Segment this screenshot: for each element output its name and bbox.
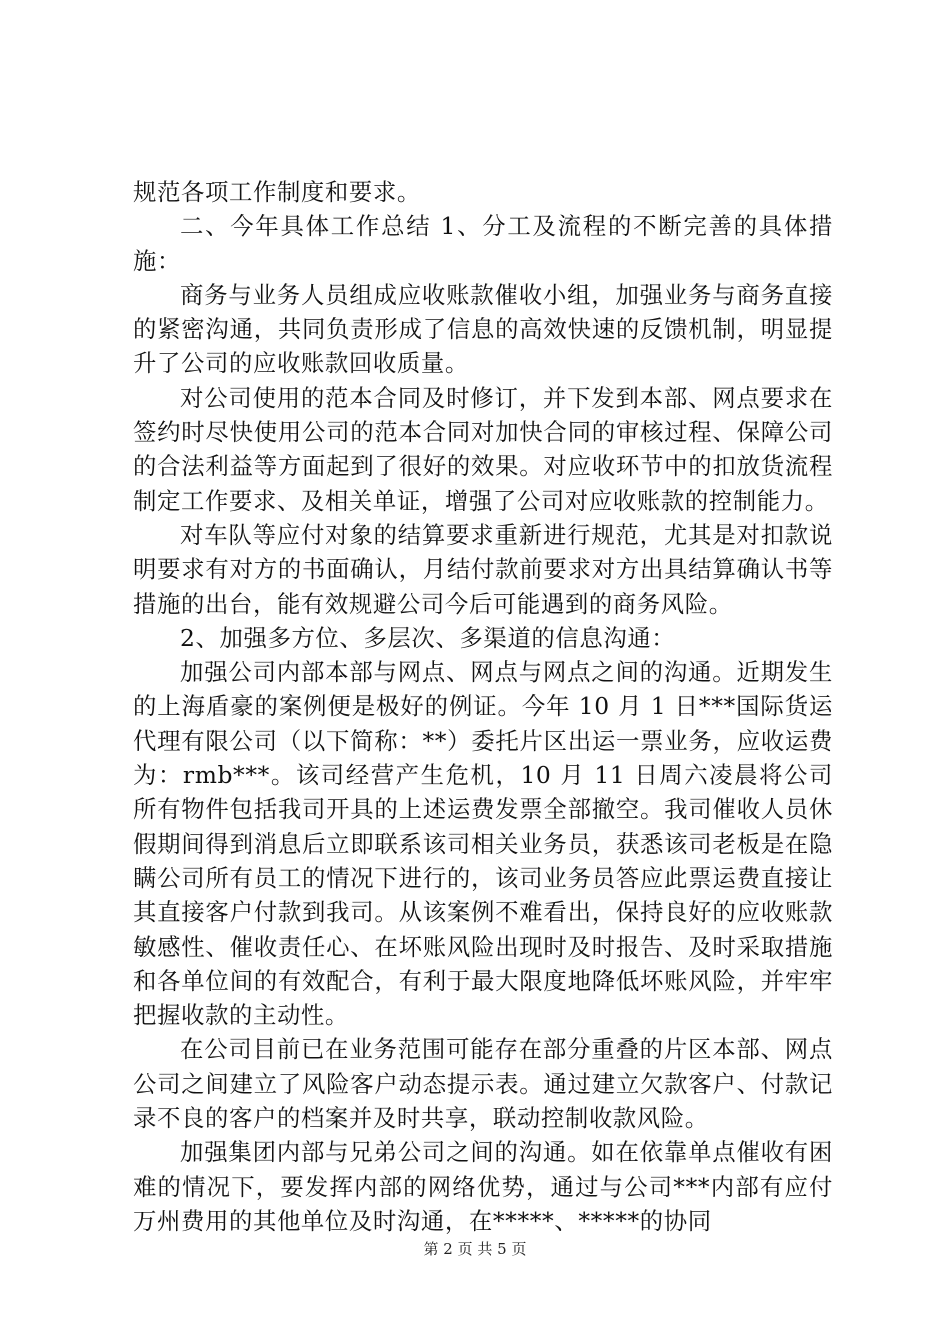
page-footer: [0, 1239, 950, 1259]
paragraph-continuation: 规范各项工作制度和要求。: [133, 178, 421, 206]
paragraph-collection-team: 商务与业务人员组成应收账款催收小组，加强业务与商务直接的紧密沟通，共同负责形成了信息的高效快速的反馈机制，明显提升了公司的应收账款回收质量。: [133, 280, 833, 378]
paragraph-risk-client-table: 在公司目前已在业务范围可能存在部分重叠的片区本部、网点公司之间建立了风险客户动态提示表。通过建立欠款客户、付款记录不良的客户的档案并及时共享，联动控制收款风险。: [133, 1035, 833, 1133]
section-heading-work-summary: 二、今年具体工作总结 1、分工及流程的不断完善的具体措施：: [133, 212, 833, 275]
paragraph-case-study: 加强公司内部本部与网点、网点与网点之间的沟通。近期发生的上海盾豪的案例便是极好的例证。今年 10 月 1 日***国际货运代理有限公司（以下简称：**）委托片区出运一票业务，应收运费为：rmb***。该司经营产生危机，10 月 11 日周六凌晨将公司所有物件包括我司开具的上述运费发票全部撤空。我司催收人员休假期间得到消息后立即联系该司相关业务员，获悉该司老板是在隐瞒公司所有员工的情况下进行的，该司业务员答应此票运费直接让其直接客户付款到我司。从该案例不难看出，保持良好的应收账款敏感性、催收责任心、在坏账风险出现时及时报告、及时采取措施和各单位间的有效配合，有利于最大限度地降低坏账风险，并牢牢把握收款的主动性。: [133, 658, 833, 1030]
section-heading-communication: 2、加强多方位、多层次、多渠道的信息沟通：: [180, 623, 676, 652]
paragraph-fleet-settlement: 对车队等应付对象的结算要求重新进行规范，尤其是对扣款说明要求有对方的书面确认，月结付款前要求对方出具结算确认书等措施的出台，能有效规避公司今后可能遇到的商务风险。: [133, 520, 833, 618]
page-number-label: 第 2 页 共 5 页: [423, 1240, 527, 1258]
document-body: [133, 175, 833, 1238]
paragraph-group-communication: 加强集团内部与兄弟公司之间的沟通。如在依靠单点催收有困难的情况下，要发挥内部的网络优势，通过与公司***内部有应付万州费用的其他单位及时沟通，在*****、*****的协同: [133, 1138, 833, 1235]
paragraph-contract-revision: 对公司使用的范本合同及时修订，并下发到本部、网点要求在签约时尽快使用公司的范本合同对加快合同的审核过程、保障公司的合法利益等方面起到了很好的效果。对应收环节中的扣放货流程制定工作要求、及相关单证，增强了公司对应收账款的控制能力。: [133, 383, 833, 515]
